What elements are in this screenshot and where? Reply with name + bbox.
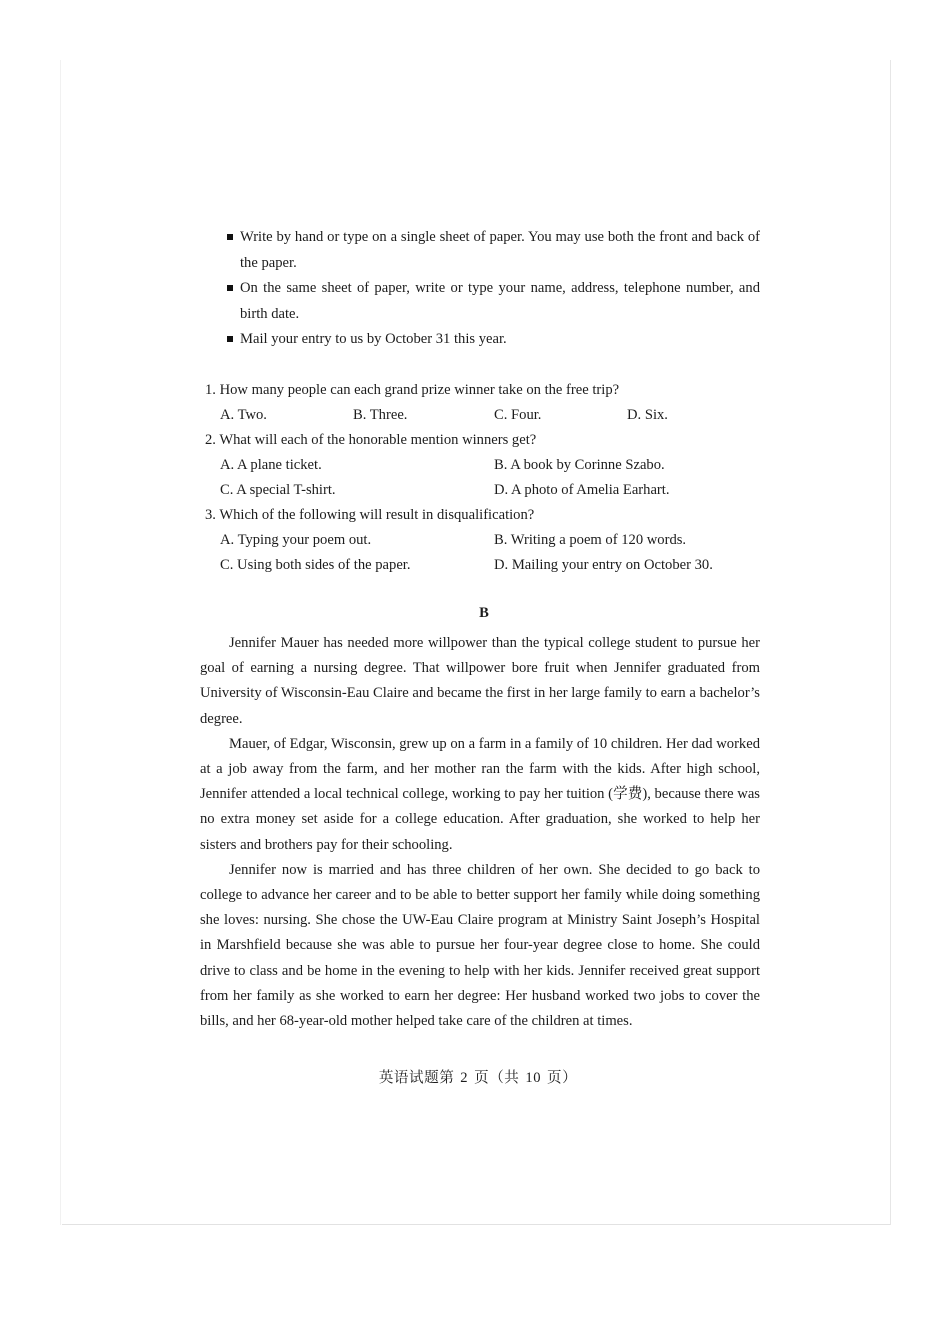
option-c: C. Using both sides of the paper. (220, 557, 411, 573)
passage-paragraph: Mauer, of Edgar, Wisconsin, grew up on a farm in a family of 10 children. Her dad worked at a job away from the farm, and her mother ran the farm with the kids. After high school, Jennifer attended a local technical college, working to pay her tuition (学费), because there was no extra money set aside for a college education. After graduation, she worked to help her sisters and brothers pay for their schooling. (200, 735, 760, 853)
scan-edge-left (60, 60, 61, 1225)
option-d: D. A photo of Amelia Earhart. (494, 482, 670, 498)
square-bullet-icon (227, 234, 233, 240)
rule-text: Write by hand or type on a single sheet of paper. You may use both the front and back of the paper. (240, 229, 760, 271)
question-list (200, 378, 760, 578)
square-bullet-icon (227, 285, 233, 291)
answer-options (200, 403, 760, 428)
option-b: B. Three. (353, 407, 408, 423)
passage-paragraph: Jennifer now is married and has three children of her own. She decided to go back to college to advance her career and to be able to better support her family while doing something she loves: nursing. She chose the UW-Eau Claire program at Ministry Saint Joseph’s Hospital in Marshfield because she was able to pursue her four-year degree close to home. She could drive to class and be home in the evening to help with her kids. Jennifer received great support from her family as she worked to earn her degree: Her husband worked two jobs to cover the bills, and her 68-year-old mother helped take care of the children at times. (200, 861, 760, 1030)
option-c: C. A special T-shirt. (220, 482, 336, 498)
contest-rules-list (200, 224, 760, 352)
exam-page-body (200, 224, 760, 1034)
option-a: A. Two. (220, 407, 267, 423)
option-d: D. Six. (627, 407, 668, 423)
answer-options (200, 453, 760, 503)
footer-page-number: 2 (460, 1070, 469, 1086)
scan-edge-right (890, 60, 891, 1225)
option-d: D. Mailing your entry on October 30. (494, 557, 713, 573)
option-a: A. Typing your poem out. (220, 532, 372, 548)
rule-text: Mail your entry to us by October 31 this year. (240, 331, 507, 347)
option-c: C. Four. (494, 407, 542, 423)
rule-item (227, 275, 760, 327)
question-stem: 3. Which of the following will result in disqualification? (205, 507, 535, 523)
square-bullet-icon (227, 336, 233, 342)
section-heading: B (479, 605, 489, 621)
page-footer (0, 1066, 950, 1087)
footer-total-pages: 10 (525, 1070, 541, 1086)
rule-item (227, 326, 760, 352)
footer-page-suffix: 页（共 (474, 1070, 520, 1086)
answer-options (200, 528, 760, 578)
footer-label: 英语试题第 (378, 1070, 455, 1086)
passage-paragraph: Jennifer Mauer has needed more willpower than the typical college student to pursue her goal of earning a nursing degree. That willpower bore fruit when Jennifer graduated from University of Wisconsin-Eau Claire and became the first in her large family to earn a bachelor’s degree. (200, 635, 760, 727)
question-stem: 2. What will each of the honorable mention winners get? (205, 432, 537, 448)
rule-text: On the same sheet of paper, write or type your name, address, telephone number, and birth date. (240, 280, 760, 322)
footer-total-suffix: 页） (546, 1070, 578, 1086)
option-b: B. Writing a poem of 120 words. (494, 532, 687, 548)
option-a: A. A plane ticket. (220, 457, 322, 473)
rule-item (227, 224, 760, 276)
question-stem: 1. How many people can each grand prize winner take on the free trip? (205, 382, 620, 398)
option-b: B. A book by Corinne Szabo. (494, 457, 665, 473)
scan-edge-bottom (62, 1224, 890, 1225)
